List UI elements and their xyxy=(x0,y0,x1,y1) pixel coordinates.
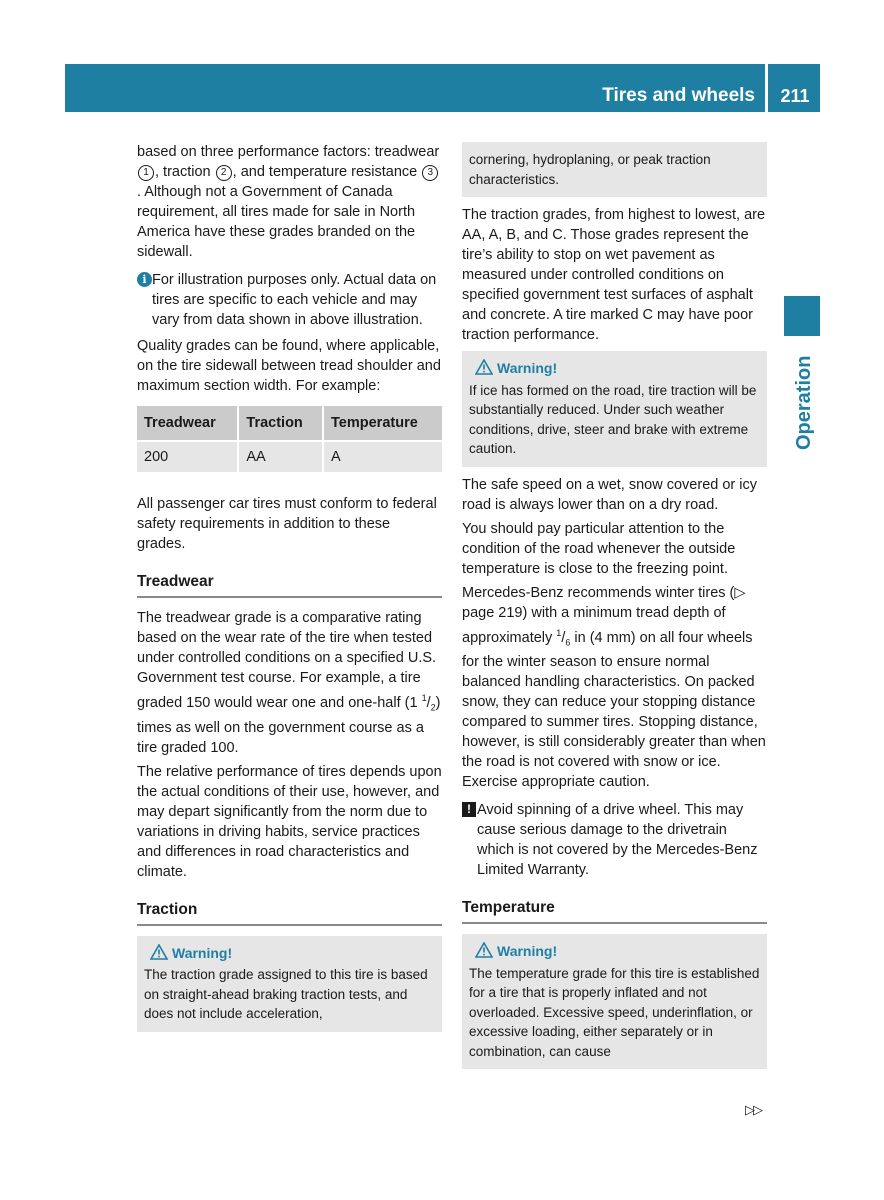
traction-warning-text: The traction grade assigned to this tire is based on straight-ahead braking traction tests, and does not include acceleration, xyxy=(144,967,428,1022)
continued-warning-text: cornering, hydroplaning, or peak traction characteristics. xyxy=(469,152,711,187)
column-header: Treadwear xyxy=(137,406,238,441)
traction-heading: Traction xyxy=(137,900,442,926)
temperature-heading: Temperature xyxy=(462,898,767,924)
table-cell: A xyxy=(323,441,442,472)
winter-tires-paragraph: Mercedes-Benz recommends winter tires (▷ page 219) with a minimum tread depth of approximately $^1/_6$ in (4 mm) on all four wheels for the winter season to ensure normal balanced handling characteristics. On packed snow, they can reduce your stopping distance compared to summer tires. Stopping distance, however, is still considerably greater than when the road is not covered with snow or ice. Exercise appropriate caution. xyxy=(462,584,766,791)
warning-triangle-icon xyxy=(150,944,168,960)
table-header-row xyxy=(137,406,442,441)
warning-title: Warning! xyxy=(469,359,760,379)
traction-grades-paragraph: The traction grades, from highest to lowest, are AA, A, B, and C. Those grades represent the tire’s ability to stop on wet pavement as measured under controlled conditions on specified government test surfaces of asphalt and concrete. A tire marked C may have poor traction performance. xyxy=(462,207,766,343)
quality-paragraph: Quality grades can be found, where applicable, on the tire sidewall between tread shoulder and maximum section width. For example: xyxy=(137,338,441,394)
page-header xyxy=(65,64,820,112)
treadwear-heading: Treadwear xyxy=(137,572,442,598)
continued-warning-box xyxy=(462,142,767,197)
intro-paragraph: based on three performance factors: treadwear 1 , traction 2 , and temperature resistance 3. Although not a Government of Canada requirement, all tires made for sale in North America have these grades branded on the sidewall. xyxy=(137,144,440,260)
header-divider xyxy=(765,64,768,112)
conform-paragraph: All passenger car tires must conform to federal safety requirements in addition to these grades. xyxy=(137,496,437,552)
grades-table xyxy=(137,406,442,472)
marker-3: 3 xyxy=(422,165,438,181)
section-title: Tires and wheels xyxy=(602,85,755,106)
safe-speed-paragraph: The safe speed on a wet, snow covered or icy road is always lower than on a dry road. xyxy=(462,476,757,513)
continued-marker: ▷▷ xyxy=(745,1102,761,1117)
table-cell: 200 xyxy=(137,441,238,472)
left-column xyxy=(137,142,442,1040)
ice-warning-box xyxy=(462,351,767,467)
treadwear-paragraph-2: The relative performance of tires depends upon the actual conditions of their use, however, and may depart significantly from the norm due to variations in driving habits, service practices and differences in road characteristics and climate. xyxy=(137,763,442,880)
warning-title: Warning! xyxy=(144,944,435,964)
page-number: 211 xyxy=(780,86,810,106)
temperature-warning-box xyxy=(462,934,767,1069)
column-header: Temperature xyxy=(323,406,442,441)
temperature-warning-text: The temperature grade for this tire is established for a tire that is properly inflated and not overloaded. Excessive speed, underinflation, or excessive loading, either separately or in combination, can cause xyxy=(469,965,760,1059)
ice-warning-text: If ice has formed on the road, tire traction will be substantially reduced. Under such weather conditions, drive, steer and brake with extreme caution. xyxy=(469,382,757,456)
table-cell: AA xyxy=(238,441,323,472)
info-note xyxy=(137,270,442,330)
marker-2: 2 xyxy=(216,165,232,181)
page-reference-link[interactable]: ▷ page 219 xyxy=(462,584,746,621)
caution-icon: ! xyxy=(462,802,476,817)
treadwear-paragraph-1: The treadwear grade is a comparative rating based on the wear rate of the tire when tested under controlled conditions on a specified U.S. Government test course. For example, a tire graded 150 would wear one and one-half (1 $^1/_2$) times as well on the government course as a tire graded 100. xyxy=(137,610,441,756)
chapter-tab-label: Operation xyxy=(793,355,815,450)
column-header: Traction xyxy=(238,406,323,441)
info-icon: i xyxy=(137,272,152,287)
marker-1: 1 xyxy=(138,165,154,181)
table-row xyxy=(137,441,442,472)
right-column xyxy=(462,142,767,1077)
warning-title: Warning! xyxy=(469,942,760,962)
caution-note-text: Avoid spinning of a drive wheel. This may cause serious damage to the drivetrain which is not covered by the Mercedes-Benz Limited Warranty. xyxy=(477,802,758,879)
warning-triangle-icon xyxy=(475,942,493,958)
info-note-text: For illustration purposes only. Actual data on tires are specific to each vehicle and may vary from data shown in above illustration. xyxy=(152,272,437,328)
chapter-tab-marker xyxy=(784,296,820,336)
traction-warning-box xyxy=(137,936,442,1032)
warning-triangle-icon xyxy=(475,359,493,375)
caution-note xyxy=(462,800,767,880)
attention-paragraph: You should pay particular attention to the condition of the road whenever the outside temperature is close to the freezing point. xyxy=(462,520,736,577)
